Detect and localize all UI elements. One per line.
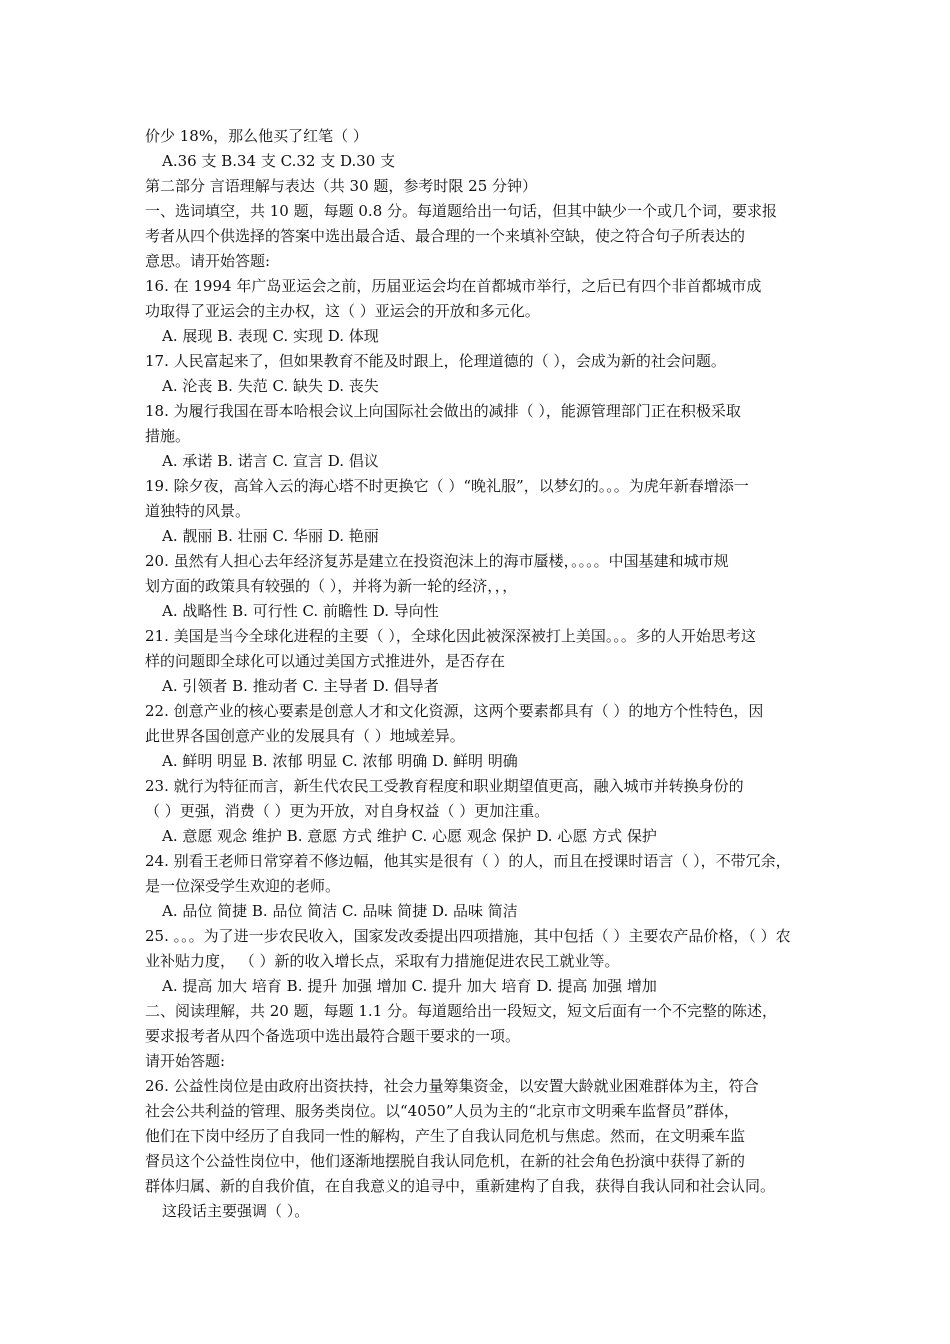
text-line: 20. 虽然有人担心去年经济复苏是建立在投资泡沫上的海市蜃楼，。。。。中国基建和城市规 <box>145 552 729 570</box>
text-line: A. 品位 简捷 B. 品位 简洁 C. 品味 简捷 D. 品味 简洁 <box>162 902 518 920</box>
text-line: A. 提高 加大 培育 B. 提升 加强 增加 C. 提升 加大 培育 D. 提高 加强 增加 <box>162 977 657 995</box>
text-line: A. 沦丧 B. 失范 C. 缺失 D. 丧失 <box>162 377 379 395</box>
text-line: A. 鲜明 明显 B. 浓郁 明显 C. 浓郁 明确 D. 鲜明 明确 <box>162 752 518 770</box>
text-line: 18. 为履行我国在哥本哈根会议上向国际社会做出的减排（ ），能源管理部门正在积极采取 <box>145 402 741 420</box>
text-line: 考者从四个供选择的答案中选出最合适、最合理的一个来填补空缺，使之符合句子所表达的 <box>145 227 746 245</box>
text-line: 一、选词填空，共 10 题，每题 0.8 分。每道题给出一句话，但其中缺少一个或几个词，要求报 <box>145 202 778 220</box>
text-line: 17. 人民富起来了，但如果教育不能及时跟上，伦理道德的（ ），会成为新的社会问题。 <box>145 352 726 370</box>
text-line: 业补贴力度， （ ）新的收入增长点，采取有力措施促进农民工就业等。 <box>145 952 620 970</box>
text-line: 二、阅读理解，共 20 题，每题 1.1 分。每道题给出一段短文，短文后面有一个不完整的陈述， <box>145 1002 778 1020</box>
text-line: 25. 。。。为了进一步农民收入，国家发改委提出四项措施，其中包括（ ）主要农产品价格，（ ）农 <box>145 927 791 945</box>
document-page <box>145 124 810 1224</box>
text-line: 是一位深受学生欢迎的老师。 <box>145 877 341 895</box>
text-line: 16. 在 1994 年广岛亚运会之前，历届亚运会均在首都城市举行，之后已有四个非首都城市成 <box>145 277 762 295</box>
text-line: A. 意愿 观念 维护 B. 意愿 方式 维护 C. 心愿 观念 保护 D. 心愿 方式 保护 <box>162 827 657 845</box>
text-line: （ ）更强，消费（ ）更为开放，对自身权益（ ）更加注重。 <box>145 802 550 820</box>
text-line: A.36 支 B.34 支 C.32 支 D.30 支 <box>162 152 396 170</box>
text-line: 社会公共利益的管理、服务类岗位。以“4050”人员为主的“北京市文明乘车监督员”群体， <box>145 1102 739 1120</box>
text-line: 样的问题即全球化可以通过美国方式推进外，是否存在 <box>145 652 506 670</box>
text-line: 价少 18%，那么他买了红笔（ ） <box>145 127 368 145</box>
text-line: 要求报考者从四个备选项中选出最符合题干要求的一项。 <box>145 1027 521 1045</box>
text-line: 这段话主要强调（ ）。 <box>162 1202 310 1220</box>
text-line: 19. 除夕夜，高耸入云的海心塔不时更换它（ ）“晚礼服”，以梦幻的。。。为虎年新春增添一 <box>145 477 749 495</box>
text-line: 道独特的风景。 <box>145 502 251 520</box>
text-line: A. 展现 B. 表现 C. 实现 D. 体现 <box>162 327 379 345</box>
text-line: 措施。 <box>145 427 191 445</box>
text-line: 划方面的政策具有较强的（ ），并将为新一轮的经济，，， <box>145 577 518 595</box>
text-line: 第二部分 言语理解与表达（共 30 题，参考时限 25 分钟） <box>145 177 538 195</box>
text-line: A. 靓丽 B. 壮丽 C. 华丽 D. 艳丽 <box>162 527 379 545</box>
text-line: A. 承诺 B. 诺言 C. 宣言 D. 倡议 <box>162 452 379 470</box>
text-line: 群体归属、新的自我价值，在自我意义的追寻中，重新建构了自我，获得自我认同和社会认同。 <box>145 1177 776 1195</box>
text-line: 23. 就行为特征而言，新生代农民工受教育程度和职业期望值更高，融入城市并转换身份的 <box>145 777 744 795</box>
text-line: 请开始答题: <box>145 1052 226 1070</box>
text-line: 他们在下岗中经历了自我同一性的解构，产生了自我认同危机与焦虑。然而，在文明乘车监 <box>145 1127 746 1145</box>
text-line: 26. 公益性岗位是由政府出资扶持，社会力量筹集资金，以安置大龄就业困难群体为主，符合 <box>145 1077 759 1095</box>
text-line: A. 引领者 B. 推动者 C. 主导者 D. 倡导者 <box>162 677 439 695</box>
text-line: 24. 别看王老师日常穿着不修边幅，他其实是很有（ ）的人，而且在授课时语言（ ），不带冗余， <box>145 852 791 870</box>
text-line: 意思。请开始答题: <box>145 252 271 270</box>
text-line: 督员这个公益性岗位中，他们逐渐地摆脱自我认同危机，在新的社会角色扮演中获得了新的 <box>145 1152 746 1170</box>
text-line: A. 战略性 B. 可行性 C. 前瞻性 D. 导向性 <box>162 602 439 620</box>
text-line: 21. 美国是当今全球化进程的主要（ ），全球化因此被深深被打上美国。。。多的人开始思考这 <box>145 627 756 645</box>
text-line: 22. 创意产业的核心要素是创意人才和文化资源，这两个要素都具有（ ）的地方个性特色，因 <box>145 702 764 720</box>
text-line: 此世界各国创意产业的发展具有（ ）地域差异。 <box>145 727 465 745</box>
text-line: 功取得了亚运会的主办权，这（ ）亚运会的开放和多元化。 <box>145 302 540 320</box>
